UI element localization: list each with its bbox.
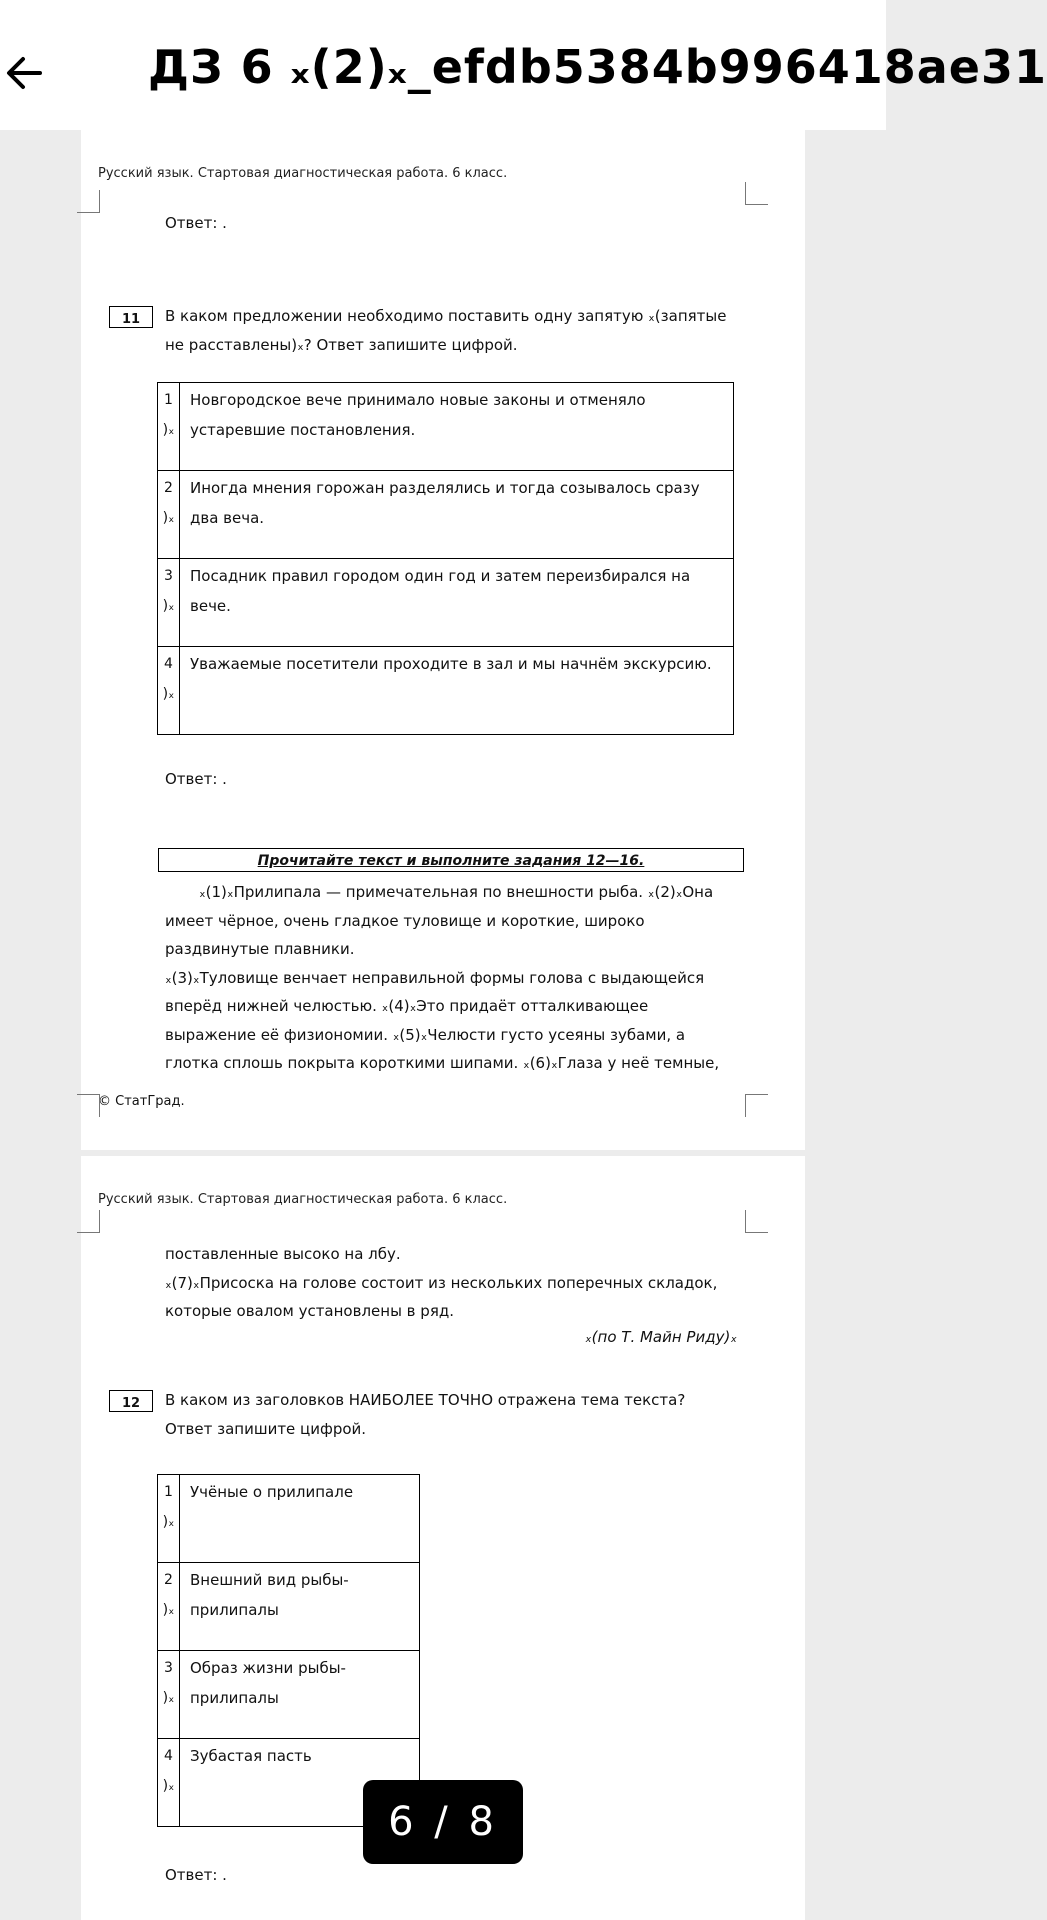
question-text — [165, 302, 726, 360]
back-button[interactable] — [0, 38, 48, 108]
page-header: Русский язык. Стартовая диагностическая работа. 6 класс. — [98, 166, 508, 181]
text-line: ₓ(3)ₓТуловище венчает неправильной формы голова с выдающейся — [165, 968, 705, 987]
option-text: Иногда мнения горожан разделялись и тогда созывалось сразу два веча. — [180, 471, 734, 559]
text-line: вперёд нижней челюстью. ₓ(4)ₓЭто придаёт отталкивающее — [165, 997, 649, 1015]
option-text: Зубастая пасть — [180, 1739, 420, 1827]
option-row[interactable] — [158, 1651, 420, 1739]
page-header: Русский язык. Стартовая диагностическая работа. 6 класс. — [98, 1192, 508, 1207]
option-row[interactable] — [158, 383, 734, 471]
reading-text — [165, 1240, 725, 1326]
option-text: Уважаемые посетители проходите в зал и мы начнём экскурсию. — [180, 647, 734, 735]
crop-mark — [77, 1210, 100, 1233]
crop-mark — [745, 1094, 768, 1117]
page-indicator: 6 / 8 — [363, 1780, 523, 1864]
option-number: 3 )ₓ — [158, 1651, 180, 1739]
crop-mark — [745, 1210, 768, 1233]
crop-mark — [77, 190, 100, 213]
option-text: Учёные о прилипале — [180, 1475, 420, 1563]
option-row[interactable] — [158, 471, 734, 559]
text-line: ₓ(1)ₓПрилипала — примечательная по внешности рыба. ₓ(2)ₓОна — [199, 883, 714, 901]
option-number: 4 )ₓ — [158, 647, 180, 735]
answer-line: Ответ: . — [165, 214, 227, 232]
text-line: ₓ(7)ₓПрисоска на голове состоит из нескольких поперечных складок, — [165, 1273, 718, 1292]
text-line: которые овалом установлены в ряд. — [165, 1302, 454, 1320]
arrow-left-icon — [4, 53, 44, 93]
option-number: 1 )ₓ — [158, 1475, 180, 1563]
option-number: 3 )ₓ — [158, 559, 180, 647]
option-text: Посадник правил городом один год и затем переизбирался на вече. — [180, 559, 734, 647]
crop-mark — [77, 1094, 100, 1117]
reading-task-title: Прочитайте текст и выполните задания 12—16. — [158, 848, 744, 872]
option-row[interactable] — [158, 1563, 420, 1651]
option-number: 1 )ₓ — [158, 383, 180, 471]
answer-line: Ответ: . — [165, 1866, 227, 1884]
option-number: 2 )ₓ — [158, 471, 180, 559]
answer-line: Ответ: . — [165, 770, 227, 788]
question-text-line: В каком из заголовков НАИБОЛЕЕ ТОЧНО отражена тема текста? — [165, 1391, 686, 1409]
option-number: 4 )ₓ — [158, 1739, 180, 1827]
question-number: 12 — [109, 1390, 153, 1412]
option-row[interactable] — [158, 1475, 420, 1563]
option-text: Новгородское вече принимало новые законы и отменяло устаревшие постановления. — [180, 383, 734, 471]
option-text: Образ жизни рыбы-прилипалы — [180, 1651, 420, 1739]
app-bar — [0, 0, 1047, 130]
crop-mark — [745, 182, 768, 205]
text-source: ₓ(по Т. Майн Риду)ₓ — [585, 1328, 737, 1346]
document-title: ДЗ 6 ₓ(2)ₓ_efdb5384b996418ae31 — [148, 40, 1047, 94]
option-text: Внешний вид рыбы-прилипалы — [180, 1563, 420, 1651]
question-text-line: В каком предложении необходимо поставить одну запятую ₓ(запятые — [165, 307, 727, 325]
option-row[interactable] — [158, 559, 734, 647]
copyright: © СтатГрад. — [98, 1094, 185, 1109]
text-line: выражение её физиономии. ₓ(5)ₓЧелюсти густо усеяны зубами, а — [165, 1025, 686, 1044]
question-text-line: Ответ запишите цифрой. — [165, 1420, 367, 1438]
text-line: имеет чёрное, очень гладкое туловище и короткие, широко — [165, 911, 645, 930]
document-page — [81, 130, 805, 1150]
text-line: поставленные высоко на лбу. — [165, 1245, 401, 1263]
question-text-line: не расставлены)ₓ? Ответ запишите цифрой. — [165, 336, 518, 354]
text-line: раздвинутые плавники. — [165, 940, 355, 958]
option-number: 2 )ₓ — [158, 1563, 180, 1651]
reading-text — [165, 878, 725, 1078]
text-line: глотка сплошь покрыта короткими шипами. ₓ(6)ₓГлаза у неё темные, — [165, 1054, 720, 1072]
option-row[interactable] — [158, 647, 734, 735]
question-number: 11 — [109, 306, 153, 328]
answer-options-table — [157, 382, 734, 735]
answer-options-table — [157, 1474, 420, 1827]
question-text — [165, 1386, 685, 1444]
